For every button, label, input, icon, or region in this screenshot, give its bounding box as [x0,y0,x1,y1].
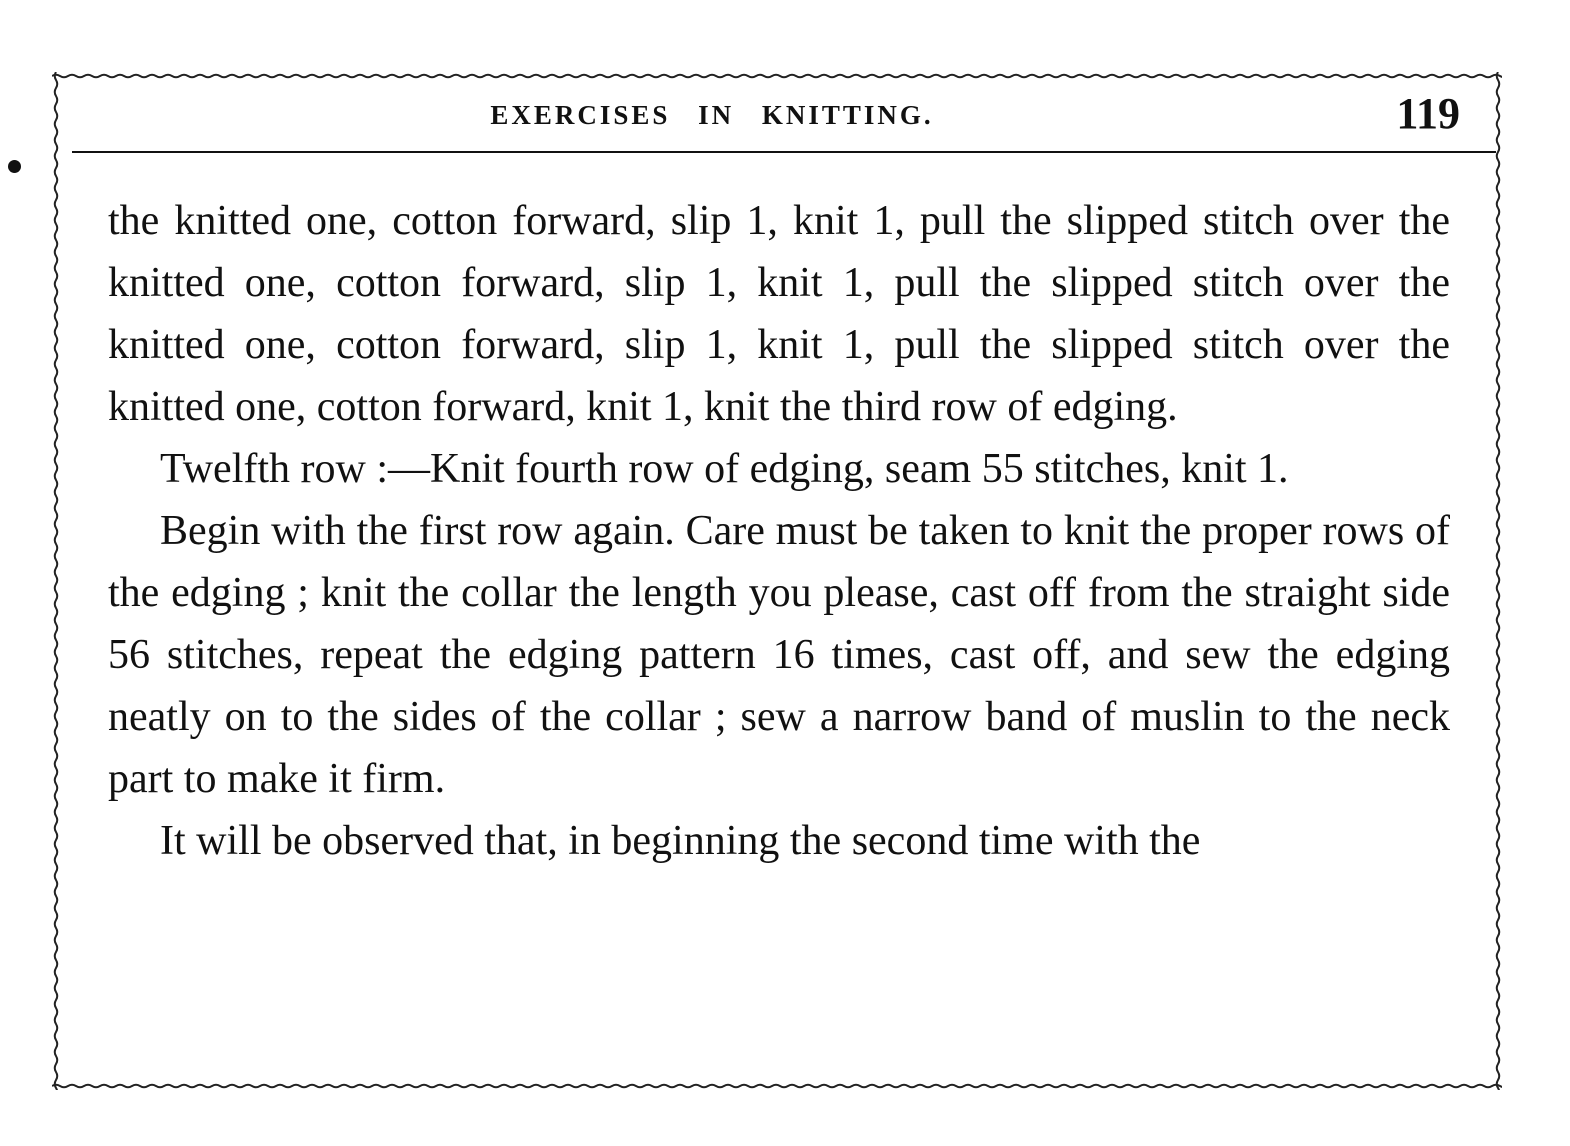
body-text [108,190,1450,872]
paragraph-4: It will be observed that, in beginning the second time with the [160,818,1201,864]
page-number: 119 [1396,89,1460,138]
paragraph-1: the knitted one, cotton forward, slip 1, knit 1, pull the slipped stitch over the knitted one, cotton forward, slip 1, knit 1, pull the slipped stitch over the knitted one, cotton forward, slip 1, knit 1, pull the slipped stitch over the knitted one, cotton forward, knit 1, knit the third row of edging. [108,198,1450,430]
running-head [112,89,1460,152]
page-frame [52,72,1502,1090]
stray-ink-dot [8,160,21,173]
paragraph-2: Twelfth row :—Knit fourth row of edging, seam 55 stitches, knit 1. [160,446,1289,492]
page-title: EXERCISES IN KNITTING. [490,100,934,130]
header-rule [72,151,1496,153]
paragraph-3: Begin with the first row again. Care must be taken to knit the proper rows of the edging ; knit the collar the length you please, cast off from the straight side 56 stitches, repeat the edging pattern 16 times, cast off, and sew the edging neatly on to the sides of the collar ; sew a narrow band of muslin to the neck part to make it firm. [108,508,1450,802]
